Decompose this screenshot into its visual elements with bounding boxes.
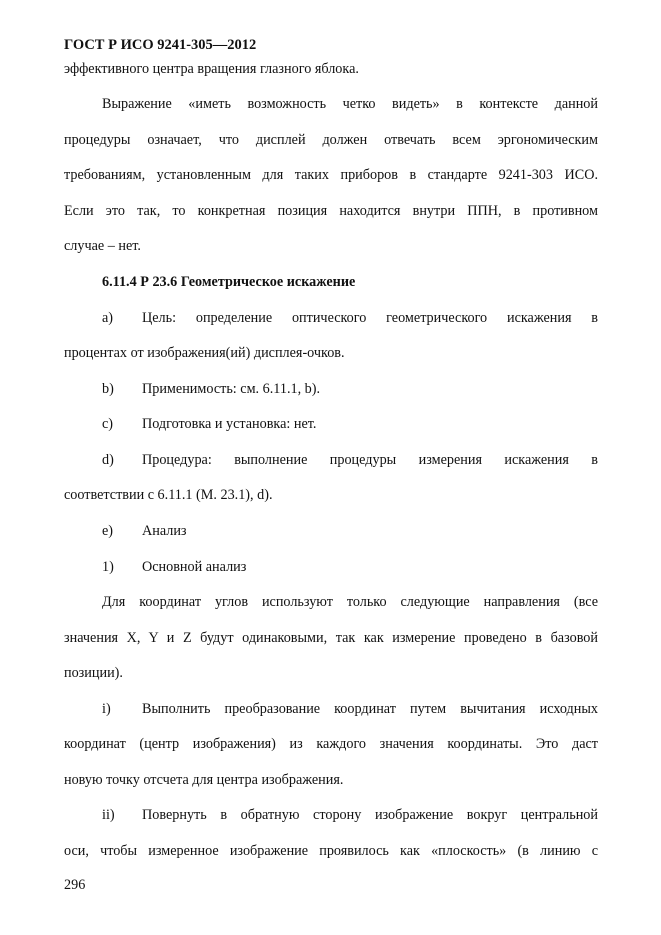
list-item-text: Процедура: выполнение процедуры измерения искажения в — [142, 452, 598, 468]
page-number: 296 — [64, 877, 86, 893]
paragraph-line: Если это так, то конкретная позиция находится внутри ППН, в противном — [64, 203, 598, 219]
list-marker: c) — [102, 416, 114, 432]
paragraph-line: случае – нет. — [64, 238, 141, 254]
text-line: эффективного центра вращения глазного яблока. — [64, 61, 359, 77]
paragraph-line: процедуры означает, что дисплей должен отвечать всем эргономическим — [64, 132, 598, 148]
paragraph-line: требованиям, установленным для таких приборов в стандарте 9241-303 ИСО. — [64, 167, 598, 183]
list-item-text: Цель: определение оптического геометрического искажения в — [142, 310, 598, 326]
list-item-continuation: процентах от изображения(ий) дисплея-очков. — [64, 345, 345, 361]
list-item-text: Повернуть в обратную сторону изображение вокруг центральной — [142, 807, 598, 823]
list-marker: a) — [102, 310, 114, 326]
list-item-text: Выполнить преобразование координат путем вычитания исходных — [142, 701, 598, 717]
list-marker: i) — [102, 701, 111, 717]
list-item-continuation: оси, чтобы измеренное изображение проявилось как «плоскость» (в линию с — [64, 843, 598, 859]
list-item-continuation: соответствии с 6.11.1 (М. 23.1), d). — [64, 487, 273, 503]
list-marker: d) — [102, 452, 114, 468]
list-marker: e) — [102, 523, 114, 539]
paragraph-line: позиции). — [64, 665, 123, 681]
document-header: ГОСТ Р ИСО 9241-305—2012 — [64, 37, 257, 53]
list-item-text: Подготовка и установка: нет. — [142, 416, 317, 432]
list-marker: ii) — [102, 807, 115, 823]
list-marker: b) — [102, 381, 114, 397]
list-marker: 1) — [102, 559, 114, 575]
list-item-text: Основной анализ — [142, 559, 247, 575]
section-heading: 6.11.4 Р 23.6 Геометрическое искажение — [102, 274, 356, 290]
paragraph-line: значения X, Y и Z будут одинаковыми, так как измерение проведено в базовой — [64, 630, 598, 646]
paragraph-line: Для координат углов используют только следующие направления (все — [102, 594, 598, 610]
list-item-continuation: новую точку отсчета для центра изображения. — [64, 772, 344, 788]
list-item-continuation: координат (центр изображения) из каждого значения координаты. Это даст — [64, 736, 598, 752]
list-item-text: Анализ — [142, 523, 187, 539]
paragraph-line: Выражение «иметь возможность четко видеть» в контексте данной — [102, 96, 598, 112]
list-item-text: Применимость: см. 6.11.1, b). — [142, 381, 321, 397]
